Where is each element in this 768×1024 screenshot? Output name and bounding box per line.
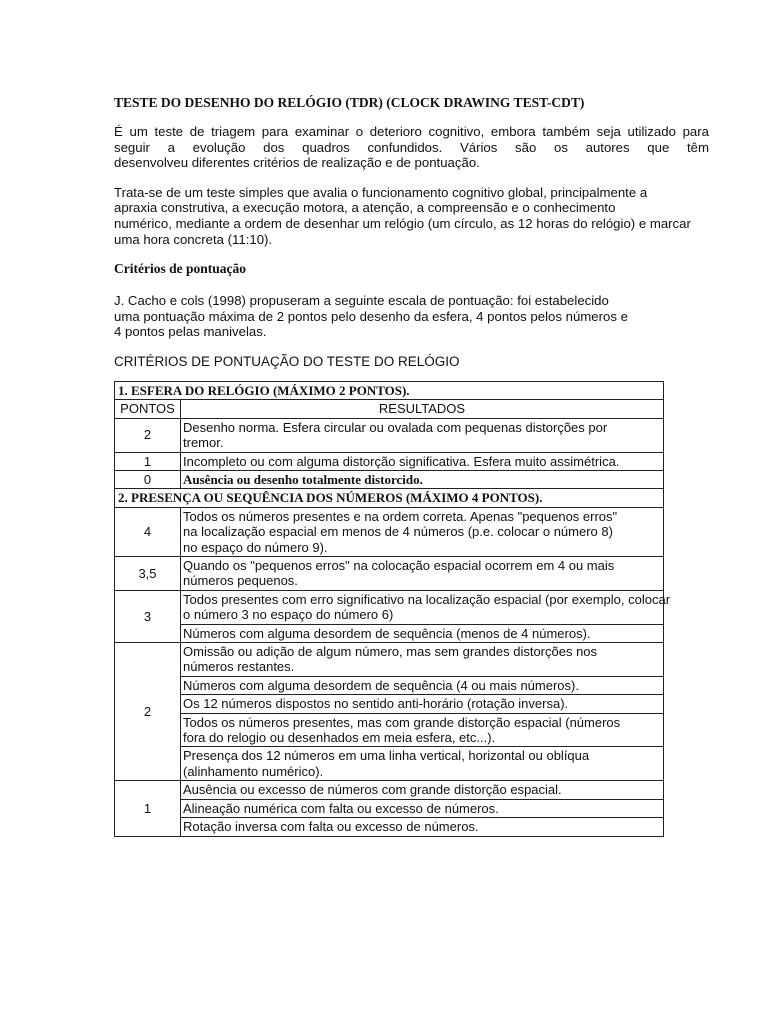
table-row [115, 676, 664, 694]
text-line: Alineação numérica com falta ou excesso de números. [183, 800, 499, 816]
table-row [115, 470, 664, 488]
points-cell: 0 [115, 470, 181, 488]
text-line: numérico, mediante a ordem de desenhar um relógio (um círculo, as 12 horas do relógio) e marcar [114, 215, 691, 231]
table-row [115, 418, 664, 452]
table-title: CRITÉRIOS DE PONTUAÇÃO DO TESTE DO RELÓGIO [114, 353, 460, 369]
text-line: Números com alguma desordem de sequência (menos de 4 números). [183, 625, 591, 641]
points-cell: 1 [115, 781, 181, 836]
column-header-results: RESULTADOS [181, 400, 664, 418]
result-cell [181, 470, 664, 488]
text-line: Omissão ou adição de algum número, mas sem grandes distorções nos [183, 644, 598, 660]
text-line: na localização espacial em menos de 4 números (p.e. colocar o número 8) [183, 524, 613, 540]
result-cell [181, 676, 664, 694]
points-cell: 2 [115, 418, 181, 452]
text-line: números restantes. [183, 659, 295, 675]
scoring-table [114, 381, 671, 837]
table-row [115, 643, 664, 677]
points-cell: 2 [115, 643, 181, 781]
text-line: Os 12 números dispostos no sentido anti-horário (rotação inversa). [183, 696, 569, 712]
text-line: uma pontuação máxima de 2 pontos pelo desenho da esfera, 4 pontos pelos números e [114, 308, 628, 324]
table-row [115, 452, 664, 470]
section-row [115, 381, 664, 399]
section-heading: 2. PRESENÇA OU SEQUÊNCIA DOS NÚMEROS (MÁXIMO 4 PONTOS). [115, 489, 664, 507]
section-heading: 1. ESFERA DO RELÓGIO (MÁXIMO 2 PONTOS). [115, 381, 664, 399]
text-line: desenvolveu diferentes critérios de realização e de pontuação. [114, 155, 480, 171]
result-cell [181, 624, 664, 642]
text-line: Trata-se de um teste simples que avalia o funcionamento cognitivo global, principalmente a [114, 184, 648, 200]
points-cell: 1 [115, 452, 181, 470]
result-cell [181, 747, 664, 781]
text-line: uma hora concreta (11:10). [114, 231, 273, 247]
text-line: Números com alguma desordem de sequência (4 ou mais números). [183, 677, 579, 693]
text-line: J. Cacho e cols (1998) propuseram a seguinte escala de pontuação: foi estabelecido [114, 293, 609, 309]
table-row [115, 624, 664, 642]
result-cell [181, 452, 664, 470]
table-row [115, 818, 664, 836]
points-cell: 3 [115, 590, 181, 642]
text-line: Todos presentes com erro significativo na localização espacial (por exemplo, colocar [183, 591, 671, 607]
header-row [115, 400, 664, 418]
result-cell [181, 713, 664, 747]
intro-paragraph [114, 124, 709, 171]
text-line: seguir a evolução dos quadros confundidos. Vários são os autores que têm [114, 139, 709, 155]
text-line: fora do relogio ou desenhados em meia esfera, etc...). [183, 730, 496, 746]
text-line: Desenho norma. Esfera circular ou ovalada com pequenas distorções por [183, 419, 608, 435]
result-cell [181, 781, 664, 799]
points-cell: 4 [115, 507, 181, 556]
result-cell [181, 695, 664, 713]
text-line: apraxia construtiva, a execução motora, a atenção, a compreensão e o conhecimento [114, 200, 616, 216]
result-cell [181, 507, 664, 556]
result-cell [181, 557, 664, 591]
table-row [115, 695, 664, 713]
text-line: (alinhamento numérico). [183, 763, 324, 779]
description-paragraph [114, 185, 709, 247]
result-cell [181, 818, 664, 836]
result-cell [181, 799, 664, 817]
table-row [115, 781, 664, 799]
scale-paragraph [114, 293, 709, 340]
table-row [115, 590, 664, 624]
text-line: Quando os "pequenos erros" na colocação espacial ocorrem em 4 ou mais [183, 558, 615, 573]
result-cell [181, 418, 664, 452]
points-cell: 3,5 [115, 557, 181, 591]
section-row [115, 489, 664, 507]
table-row [115, 557, 664, 591]
document-title: TESTE DO DESENHO DO RELÓGIO (TDR) (CLOCK DRAWING TEST-CDT) [114, 95, 585, 110]
text-line: o número 3 no espaço do número 6) [183, 607, 394, 623]
result-cell [181, 643, 664, 677]
text-line: Todos os números presentes, mas com grande distorção espacial (números [183, 714, 621, 730]
text-line: Todos os números presentes e na ordem correta. Apenas "pequenos erros" [183, 508, 618, 524]
text-line: Presença dos 12 números em uma linha vertical, horizontal ou oblíqua [183, 748, 590, 764]
table-row [115, 799, 664, 817]
document-page [114, 95, 709, 837]
result-cell [181, 590, 671, 624]
table-row [115, 507, 664, 556]
column-header-points: PONTOS [115, 400, 181, 418]
table-row [115, 747, 664, 781]
text-line: Incompleto ou com alguma distorção significativa. Esfera muito assimétrica. [183, 453, 620, 469]
text-line: no espaço do número 9). [183, 539, 328, 555]
text-line: É um teste de triagem para examinar o deterioro cognitivo, embora também seja utilizado para [114, 124, 709, 139]
text-line: 4 pontos pelas manivelas. [114, 324, 267, 340]
text-line: tremor. [183, 435, 224, 451]
text-line: Ausência ou desenho totalmente distorcido. [183, 471, 423, 487]
criteria-subheading: Critérios de pontuação [114, 261, 246, 277]
text-line: números pequenos. [183, 573, 298, 589]
text-line: Ausência ou excesso de números com grande distorção espacial. [183, 782, 562, 798]
table-row [115, 713, 664, 747]
text-line: Rotação inversa com falta ou excesso de números. [183, 819, 479, 835]
